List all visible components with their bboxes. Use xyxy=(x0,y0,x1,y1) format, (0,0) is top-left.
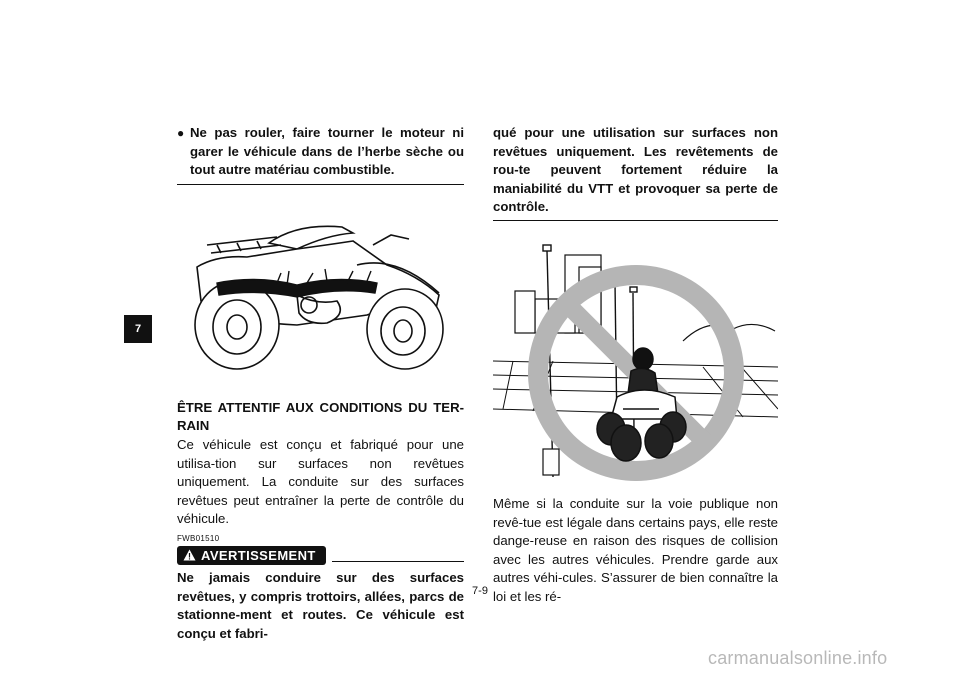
section-heading: ÊTRE ATTENTIF AUX CONDITIONS DU TER-RAIN xyxy=(177,399,464,434)
section-rule xyxy=(177,184,464,185)
body-paragraph: Ce véhicule est conçu et fabriqué pour une utilisa-tion sur surfaces non revêtues uniquement. La conduite sur des surfaces revêtues peut entraîner la perte de contrôle du véhicule. xyxy=(177,436,464,527)
bullet-icon: ● xyxy=(177,126,185,140)
bullet-text: Ne pas rouler, faire tourner le moteur ni garer le véhicule dans de l’herbe sèche ou tout autre matériau combustible. xyxy=(190,125,464,178)
no-paved-surface-illustration xyxy=(493,233,778,481)
no-paved-surface-illustration-svg xyxy=(493,233,778,481)
warning-header xyxy=(177,546,464,565)
watermark: carmanualsonline.info xyxy=(708,648,888,668)
page-number: 7-9 xyxy=(472,585,488,597)
bullet-warning xyxy=(177,124,464,180)
atv-grass-illustration xyxy=(177,205,464,393)
atv-grass-illustration-svg xyxy=(177,205,464,393)
right-column xyxy=(493,124,778,607)
warning-end-rule xyxy=(493,220,778,221)
warning-rule xyxy=(332,561,464,562)
warning-text: Ne jamais conduire sur des surfaces revêtues, y compris trottoirs, allées, parcs de stationne-ment et routes. Ce véhicule est conçu et fabri- xyxy=(177,569,464,641)
warning-continued: qué pour une utilisation sur surfaces non revêtues uniquement. Les revêtements de rou-te peuvent fortement réduire la maniabilité du VTT et provoquer sa perte de contrôle. xyxy=(493,125,778,215)
body-paragraph-right: Même si la conduite sur la voie publique non revê-tue est légale dans certains pays, elle reste dange-reuse en raison des risques de collision avec les autres véhicules. Prendre garde aux autres véhi-cules. S’assurer de bien connaître la loi et les ré- xyxy=(493,495,778,604)
warning-label xyxy=(177,546,326,565)
warning-code: FWB01510 xyxy=(177,533,220,543)
chapter-tab: 7 xyxy=(124,315,152,343)
warning-triangle-icon xyxy=(183,549,196,561)
left-column xyxy=(177,124,464,643)
warning-label-text: AVERTISSEMENT xyxy=(201,547,316,563)
